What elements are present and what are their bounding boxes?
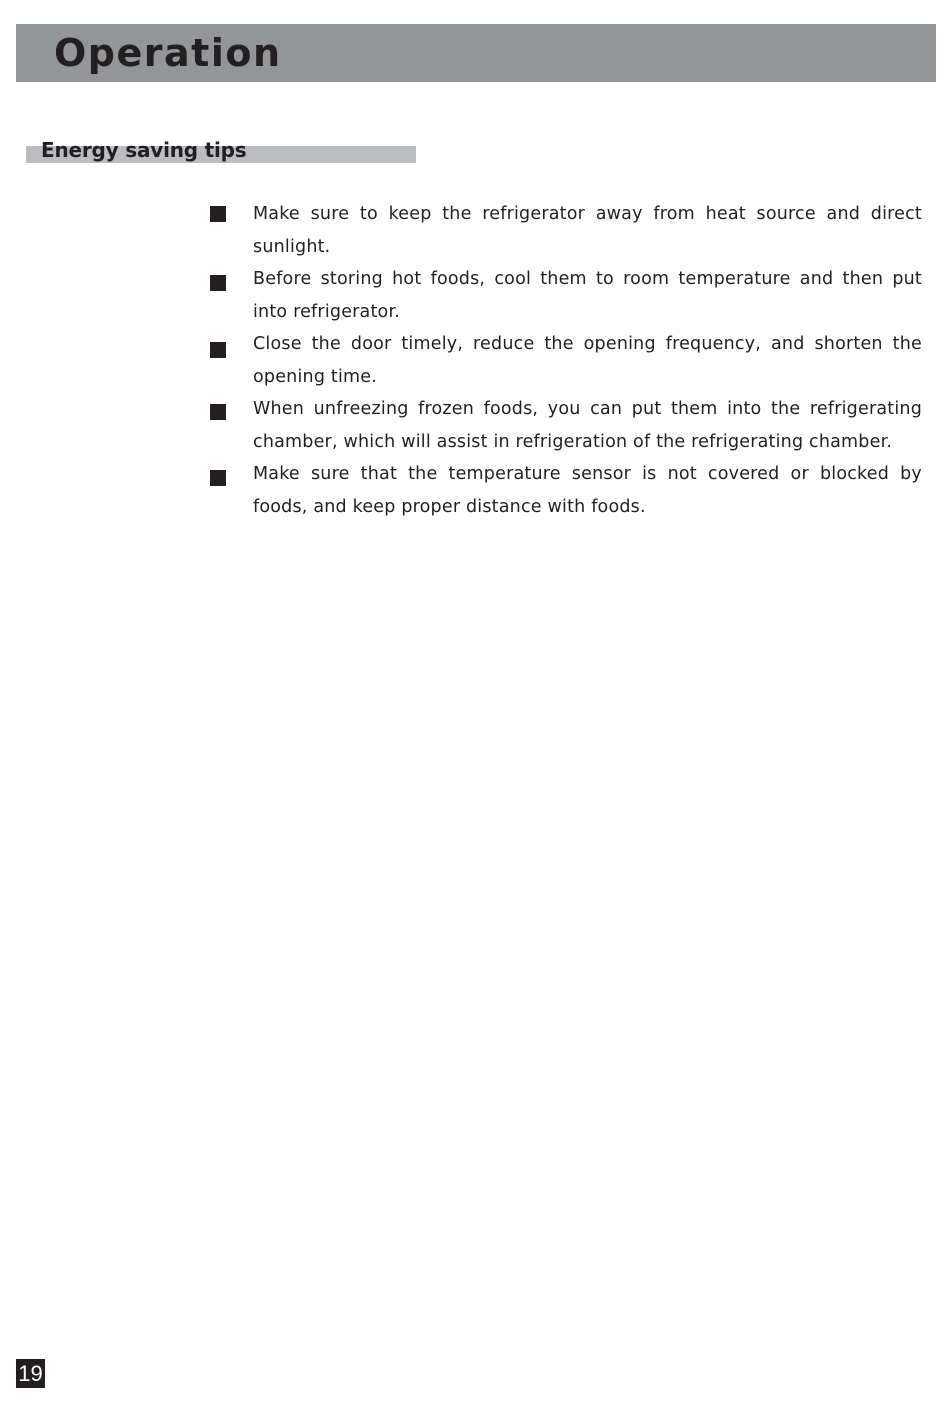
tips-list [253,198,922,523]
square-bullet-icon [210,206,226,222]
square-bullet-icon [210,404,226,420]
square-bullet-icon [210,470,226,486]
tip-text: Make sure to keep the refrigerator away from heat source and direct sunlight. [253,204,922,257]
list-item [253,263,922,328]
section-title: Energy saving tips [41,138,247,162]
tip-text: Close the door timely, reduce the opening frequency, and shorten the opening time. [253,334,922,387]
tip-text: Make sure that the temperature sensor is not covered or blocked by foods, and keep proper distance with foods. [253,464,922,517]
tip-text: When unfreezing frozen foods, you can put them into the refrigerating chamber, which will assist in refrigeration of the refrigerating chamber. [253,399,922,452]
tip-text: Before storing hot foods, cool them to room temperature and then put into refrigerator. [253,269,922,322]
square-bullet-icon [210,342,226,358]
list-item [253,393,922,458]
list-item [253,458,922,523]
list-item [253,328,922,393]
header-bar [16,24,936,82]
square-bullet-icon [210,275,226,291]
page-number: 19 [16,1359,45,1388]
page-title: Operation [54,31,282,75]
list-item [253,198,922,263]
